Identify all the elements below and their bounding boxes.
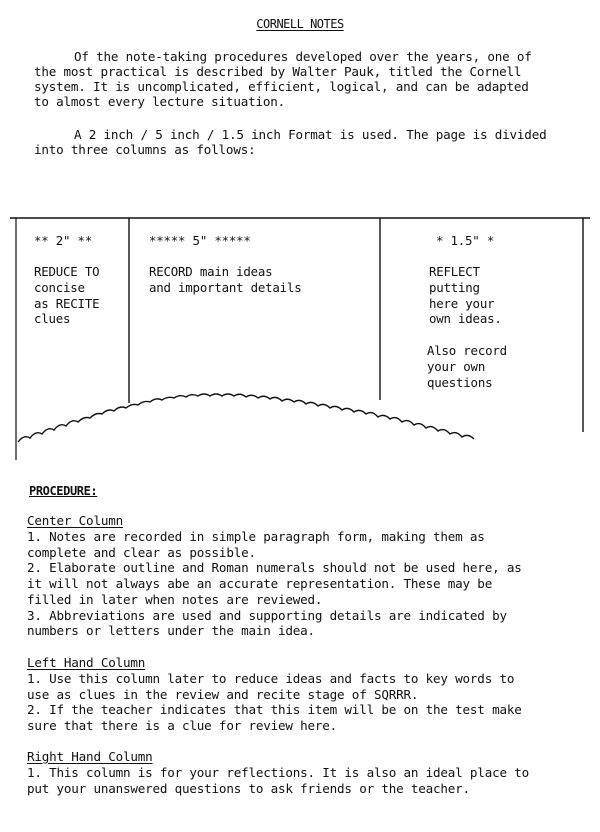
list-item: 1. Notes are recorded in simple paragraph form, making them as complete and clear as possible.	[27, 529, 485, 560]
left-column-text: REDUCE TO concise as RECITE clues	[34, 264, 100, 327]
list-item: 3. Abbreviations are used and supporting details are indicated by numbers or letters under the main idea.	[27, 607, 507, 639]
torn-edge-wave	[18, 394, 474, 442]
document-title: CORNELL NOTES	[256, 17, 344, 31]
left-column-header: ** 2" **	[34, 233, 93, 248]
left-hand-column-list	[27, 671, 587, 734]
list-item: 1. This column is for your reflections. It is also an ideal place to put your unanswered questions to ask friends or the teacher.	[27, 765, 529, 796]
center-column-list	[27, 529, 587, 639]
left-hand-column-section-title: Left Hand Column	[27, 655, 146, 670]
center-column-text: RECORD main ideas and important details	[149, 264, 302, 295]
procedure-heading: PROCEDURE:	[29, 484, 98, 498]
list-item: 2. If the teacher indicates that this item will be on the test make sure that there is a clue for review here.	[27, 702, 522, 734]
intro-paragraph: Of the note-taking procedures developed over the years, one of the most practical is described by Walter Pauk, titled the Cornell system. It is uncomplicated, efficient, logical, and can be adapted to almost every lecture situation.	[34, 49, 532, 109]
center-column-header: ***** 5" *****	[149, 233, 251, 248]
diagram-frame	[0, 210, 600, 470]
list-item: 1. Use this column later to reduce ideas and facts to key words to use as clues in the review and recite stage of SQRRR.	[27, 671, 515, 702]
right-hand-column-list	[27, 765, 587, 796]
list-item: 2. Elaborate outline and Roman numerals should not be used here, as it will not always abe an accurate representation. These may be filled in later when notes are reviewed.	[27, 560, 522, 607]
right-hand-column-section-title: Right Hand Column	[27, 749, 153, 764]
right-column-extra-text: Also record your own questions	[427, 343, 507, 390]
center-column-section-title: Center Column	[27, 513, 123, 528]
right-column-header: * 1.5" *	[436, 233, 495, 248]
right-column-text: REFLECT putting here your own ideas.	[429, 264, 502, 327]
format-paragraph: A 2 inch / 5 inch / 1.5 inch Format is used. The page is divided into three columns as follows:	[34, 127, 547, 157]
cornell-layout-diagram	[0, 210, 600, 470]
